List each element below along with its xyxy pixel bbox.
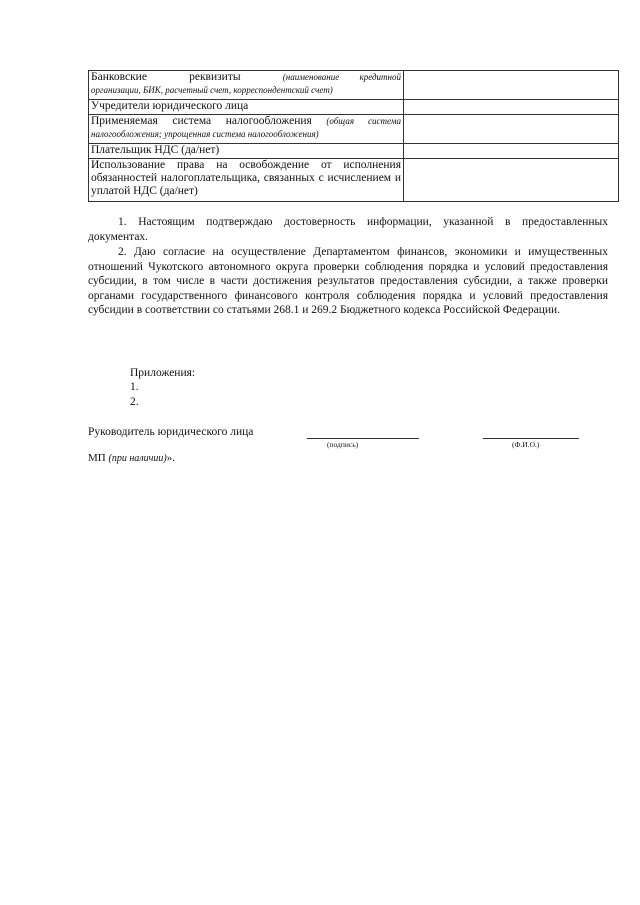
stamp-label: МП [88,452,109,464]
table-row [89,115,619,144]
table-cell-label [89,71,404,100]
table-cell-value[interactable] [404,71,619,100]
table-cell-label [89,100,404,115]
name-caption: (Ф.И.О.) [512,440,540,449]
table-cell-value[interactable] [404,115,619,144]
row-note: (общая система налогообложения; упрощенная система налогообложения) [91,116,401,139]
attachments-title: Приложения: [130,367,196,379]
row-label: Плательщик НДС (да/нет) [91,144,220,156]
stamp-note: (при наличии) [108,453,167,464]
paragraph-confirmation: 1. Настоящим подтверждаю достоверность информации, указанной в предоставленных документах. [88,216,608,243]
table-row [89,159,619,202]
stamp-place [88,452,175,464]
table-row [89,71,619,100]
row-note: (наименование кредитной [282,72,401,82]
row-note: организации, БИК, расчетный счет, корреспондентский счет) [91,85,333,95]
table-row [89,144,619,159]
signatory-label: Руководитель юридического лица [88,426,254,438]
table-cell-label [89,144,404,159]
table-cell-value[interactable] [404,144,619,159]
row-label: Использование права на освобождение от исполнения обязанностей налогоплательщика, связанных с исчислением и уплатой НДС (да/нет) [91,159,401,197]
attachment-item: 1. [130,381,139,393]
row-label: Применяемая система налогообложения [91,115,312,127]
row-label: реквизиты [189,71,241,83]
row-label: Учредители юридического лица [91,100,249,112]
table-row [89,100,619,115]
table-cell-value[interactable] [404,100,619,115]
signature-line[interactable] [307,438,419,439]
row-label: Банковские [91,71,147,83]
stamp-suffix: ». [166,452,175,464]
table-cell-label [89,115,404,144]
attachment-item: 2. [130,396,139,408]
paragraph-consent: 2. Даю согласие на осуществление Департаментом финансов, экономики и имущественных отношений Чукотского автономного округа проверки соблюдения порядка и условий предоставления субсидии, в том числе в части достижения результатов предоставления субсидии, а также проверки органами государственного финансового контроля соблюдения порядка и условий предоставления субсидии в соответствии со статьями 268.1 и 269.2 Бюджетного кодекса Российской Федерации. [88,246,608,316]
table-cell-label [89,159,404,202]
signature-caption: (подпись) [327,440,359,449]
name-line[interactable] [483,438,579,439]
requisites-table [88,70,619,202]
table-cell-value[interactable] [404,159,619,202]
